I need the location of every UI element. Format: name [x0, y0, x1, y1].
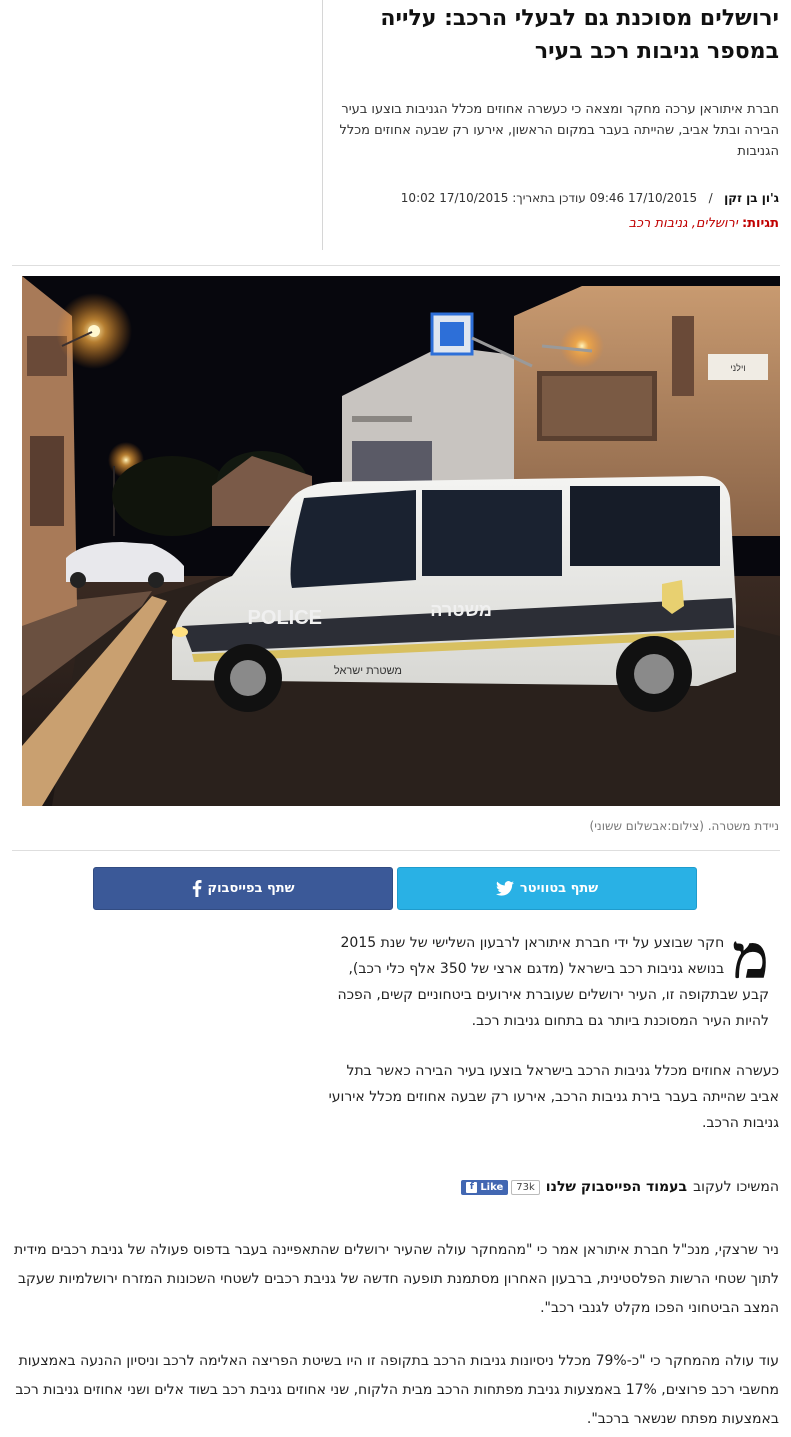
header-divider: [322, 0, 323, 250]
facebook-f-icon: f: [466, 1182, 477, 1193]
article-meta: [323, 191, 779, 205]
facebook-like-button[interactable]: [461, 1180, 508, 1195]
share-twitter-label: שתף בטוויטר: [519, 881, 599, 896]
van-police-text: POLICE: [247, 607, 322, 629]
article-summary: חברת איתוראן ערכה מחקר ומצאה כי כעשרה אחוזים מכלל הגניבות בוצעו בעיר הבירה ובתל אביב, שהייתה בעבר במקום הראשון, אירעו רק שבעה אחוזים מכלל הגניבות: [339, 102, 779, 159]
section-divider: [12, 265, 780, 266]
facebook-follow-line: [279, 1175, 779, 1199]
tag-links[interactable]: ירושלים, גניבות רכב: [628, 216, 738, 231]
body-paragraph-1-text: חקר שבוצע על ידי חברת איתוראן לרבעון השלישי של שנת 2015 בנושא גניבות רכב בישראל (מדגם ארצי של 350 אלף כלי רכב), קבע שבתקופה זו, העיר ירושלים שעוברת אירועים ביטחוניים קשים, הפכה להיות העיר המסוכנת ביותר גם בתחום גניבות רכב.: [337, 935, 769, 1029]
body-paragraph-3: ניר שרצקי, מנכ"ל חברת איתוראן אמר כי "מהמחקר עולה שהעיר ירושלים שהתאפיינה בעבר בדפוס פעולה של גניבת רכבים מידית לתוך שטחי הרשות הפלסטינית, ברבעון האחרון מסתמנת תופעה חדשה של גניבת רכבים לשטחי השכונות המזרח ירושלמיות שעקב המצב הביטחוני הפכו מקלט לגנבי רכב".: [14, 1242, 779, 1316]
facebook-like-widget[interactable]: [461, 1180, 539, 1195]
like-label: Like: [480, 1181, 504, 1193]
published-date: 17/10/2015 09:46: [589, 191, 698, 205]
author-link[interactable]: ג'ון בן זקן: [724, 191, 779, 205]
article-tags: [323, 216, 779, 231]
body-paragraph-4: עוד עולה מהמחקר כי "כ-79% מכלל ניסיונות גניבות הרכב בתקופה זו היו בשיטת הפריצה האלימה לרכב וניסיון ההנעה באמצעות מחשבי רכב פרוצים, 17% באמצעות גניבת מפתחות הרכב מבית הלקוח, שני אחוזים גניבת רכב בשוד אלים ושני אחוזים גניבות רכב באמצעות מפתח שנשאר ברכב".: [15, 1353, 779, 1427]
article-header: [323, 0, 779, 250]
follow-prefix: המשיכו לעקוב: [693, 1179, 779, 1195]
facebook-icon: [192, 880, 202, 897]
tags-label: תגיות:: [741, 216, 779, 231]
share-facebook-button[interactable]: [93, 867, 393, 910]
like-count: 73k: [511, 1180, 540, 1195]
updated-date: 17/10/2015 10:02: [400, 191, 509, 205]
body-paragraph-1: [329, 920, 769, 1034]
updated-label: עודכן בתאריך:: [512, 191, 586, 205]
street-sign-text: וילני: [730, 363, 746, 373]
share-twitter-button[interactable]: [397, 867, 697, 910]
section-divider: [12, 850, 780, 851]
van-police-subtext: משטרת ישראל: [333, 665, 402, 677]
van-police-hebrew: משטרה: [430, 600, 492, 620]
facebook-page-link[interactable]: בעמוד הפייסבוק שלנו: [545, 1179, 688, 1195]
dropcap-letter: מ: [732, 920, 769, 993]
meta-separator: /: [701, 191, 721, 205]
body-paragraph-2: כעשרה אחוזים מכלל גניבות הרכב בישראל בוצעו בעיר הבירה כאשר בתל אביב שהייתה בעבר בירת גניבות הרכב, אירעו רק שבעה אחוזים מכלל אירועי גניבות הרכב.: [328, 1063, 779, 1131]
article-photo: [22, 276, 780, 806]
twitter-icon: [496, 881, 514, 896]
article-title: ירושלים מסוכנת גם לבעלי הרכב: עלייה במספר גניבות רכב בעיר: [380, 6, 779, 64]
photo-caption: ניידת משטרה. (צילום:אבשלום ששוני): [589, 819, 779, 833]
share-facebook-label: שתף בפייסבוק: [207, 881, 295, 896]
